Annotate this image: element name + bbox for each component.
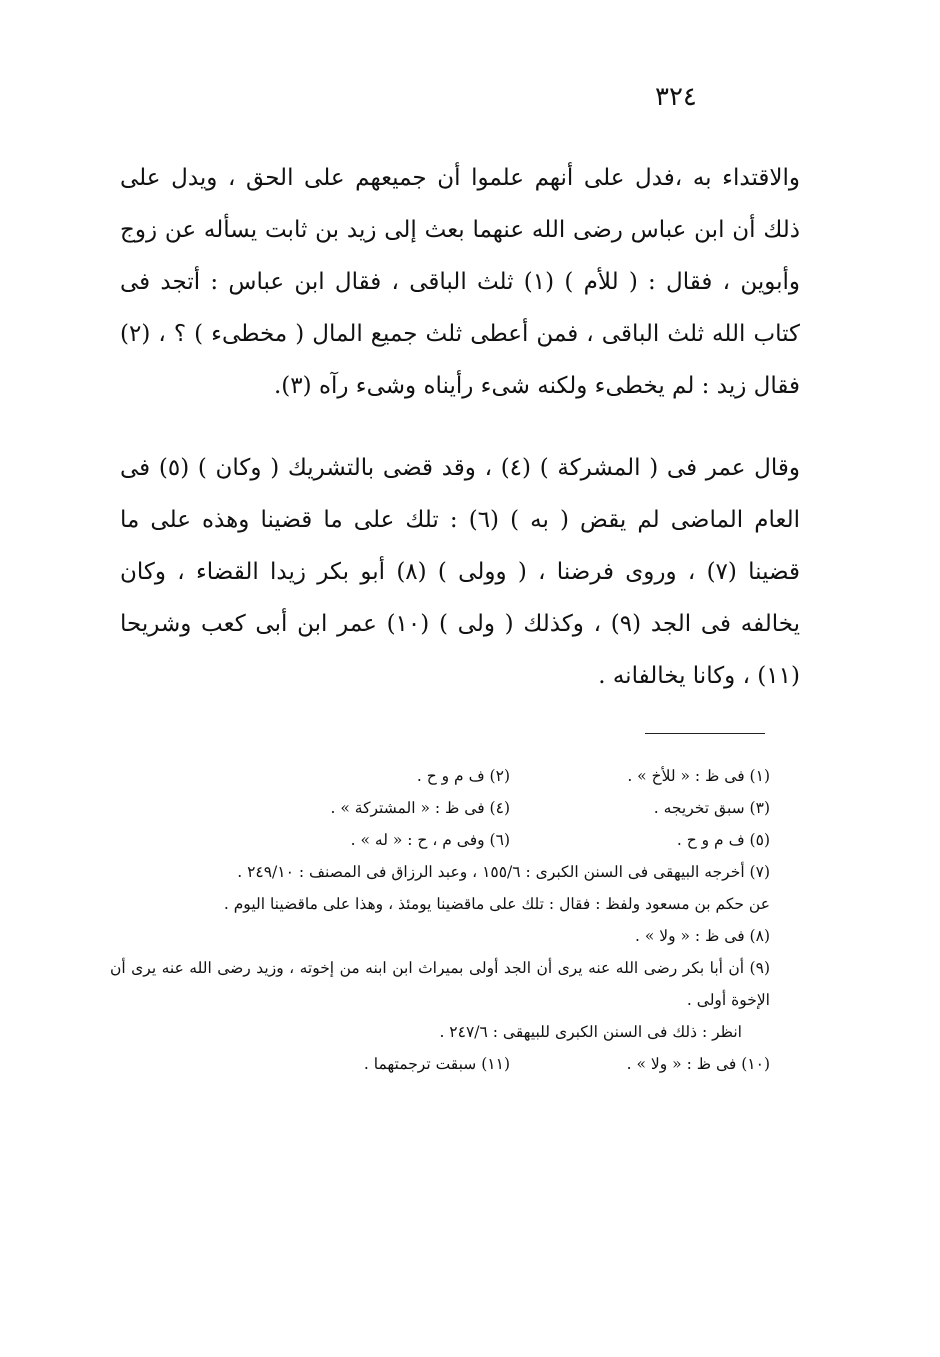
footnote-continuation: انظر : ذلك فى السنن الكبرى للبيهقى : ٢٤٧/٦ . (439, 1023, 742, 1041)
footnote: (٤) فى ظ : « المشتركة » . (330, 799, 510, 817)
footnote: (٧) أخرجه البيهقى فى السنن الكبرى : ١٥٥/٦ ، وعبد الرزاق فى المصنف : ٢٤٩/١٠ . (237, 863, 770, 881)
footnote: (١) فى ظ : « للأخ » . (627, 767, 770, 785)
footnote: (١٠) فى ظ : « ولا » . (626, 1055, 770, 1073)
footnote-row (110, 792, 770, 824)
footnote-row (110, 824, 770, 856)
footnote-row (110, 760, 770, 792)
paragraph: وقال عمر فى ( المشركة ) (٤) ، وقد قضى بالتشريك ( وكان ) (٥) فى العام الماضى لم يقض ( به ) (٦) : تلك على ما قضينا وهذه على ما قضينا (٧) ، وروى فرضنا ، ( وولى ) (٨) أبو بكر زيدا القضاء ، وكان يخالفه فى الجد (٩) ، وكذلك ( ولى ) (١٠) عمر ابن أبى كعب وشريحا (١١) ، وكانا يخالفانه . (120, 455, 800, 689)
footnote: (٦) وفى م ، ح : « له » . (350, 831, 510, 849)
footnote-divider (645, 733, 765, 734)
footnote: (٨) فى ظ : « ولا » . (634, 927, 770, 945)
footnotes (110, 760, 770, 1080)
body-text (120, 152, 800, 702)
footnote-continuation: عن حكم بن مسعود ولفظ : فقال : تلك على ماقضينا يومئذ ، وهذا على ماقضينا اليوم . (223, 895, 770, 913)
footnote: (٩) أن أبا بكر رضى الله عنه يرى أن الجد أولى بميراث ابن ابنه من إخوته ، وزيد رضى الله عنه يرى أن الإخوة أولى . (110, 959, 770, 1009)
footnote: (١١) سبقت ترجمتهما . (363, 1055, 510, 1073)
footnote: (٢) ف م و ح . (416, 767, 510, 785)
footnote: (٥) ف م و ح . (676, 831, 770, 849)
page-number: ٣٢٤ (655, 82, 697, 112)
paragraph: والاقتداء به ،فدل على أنهم علموا أن جميعهم على الحق ، ويدل على ذلك أن ابن عباس رضى الله عنهما بعث إلى زيد بن ثابت يسأله عن زوج وأبوين ، فقال : ( للأم ) (١) ثلث الباقى ، فقال ابن عباس : أتجد فى كتاب الله ثلث الباقى ، فمن أعطى ثلث جميع المال ( مخطىء ) ؟ ، (٢) فقال زيد : لم يخطىء ولكنه شىء رأيناه وشىء رآه (٣). (120, 165, 801, 399)
footnote: (٣) سبق تخريجه . (653, 799, 770, 817)
footnote-row (110, 1048, 770, 1080)
